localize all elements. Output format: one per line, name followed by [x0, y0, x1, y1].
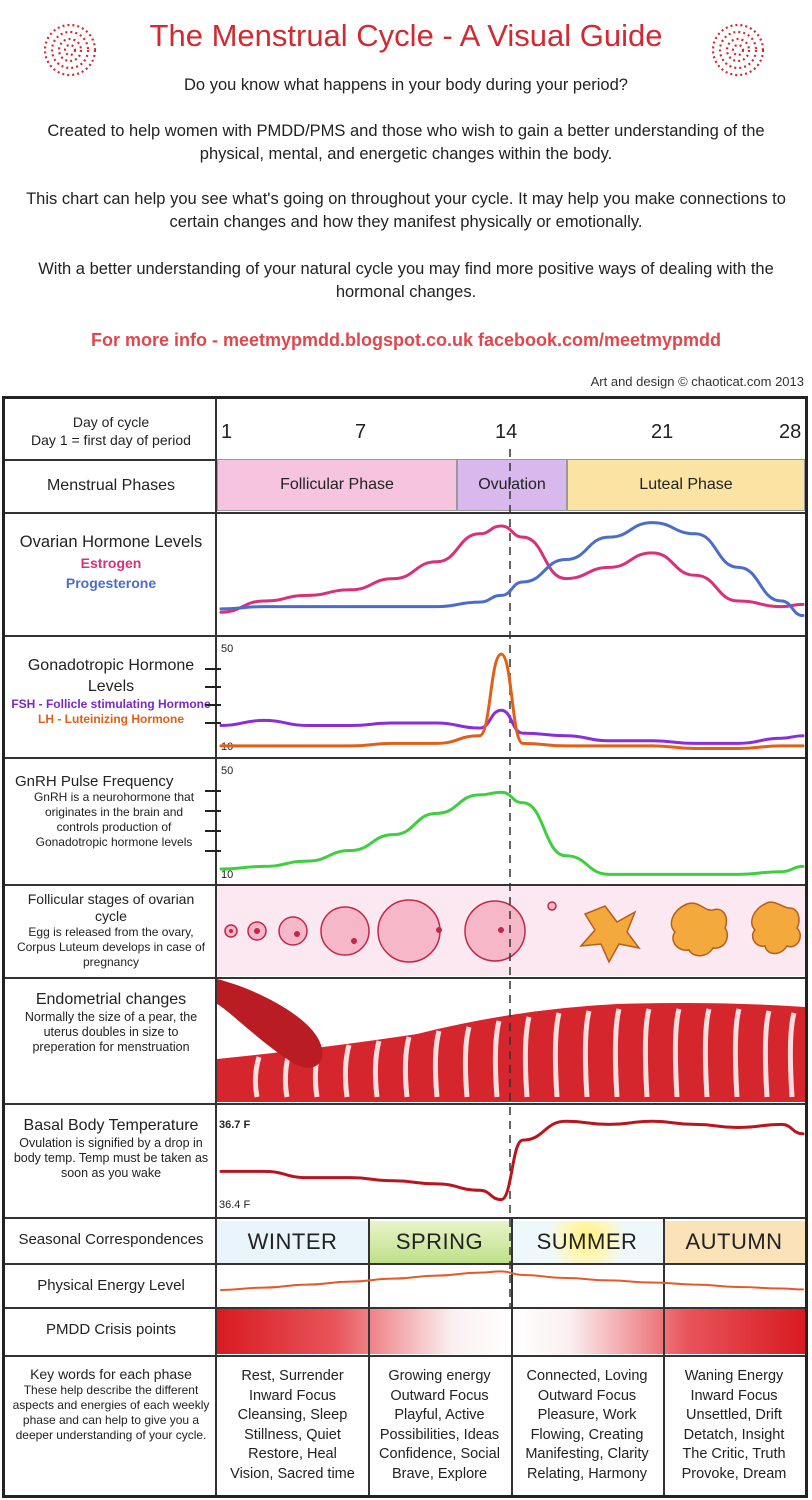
keyword: Growing energy — [388, 1368, 491, 1384]
keyword: Provoke, Dream — [681, 1465, 787, 1482]
gonado-axis-max: 50 — [221, 643, 234, 655]
keyword: Pleasure, Work — [537, 1407, 637, 1423]
keyword: Rest, Surrender — [241, 1368, 344, 1384]
menstrual-phases-label: Menstrual Phases — [46, 477, 176, 494]
bbt-axis-min: 36.4 F — [219, 1199, 251, 1211]
season-summer: SUMMER — [511, 1221, 663, 1263]
keyword: Outward Focus — [537, 1387, 637, 1404]
keyword: Connected, Loving — [526, 1368, 648, 1384]
header — [0, 0, 812, 400]
keyword: Stillness, Quiet — [244, 1426, 341, 1443]
intro-question: Do you know what happens in your body during your period? — [184, 76, 628, 94]
series-line-lh — [221, 654, 803, 748]
day-tick: 21 — [651, 421, 674, 443]
ovulation-phase: Ovulation — [457, 459, 567, 511]
day-tick: 28 — [779, 421, 802, 443]
follicular-description: Egg is released from the ovary, Corpus Luteum develops in case of pregnancy — [16, 925, 206, 969]
keyword: Restore, Heal — [248, 1446, 337, 1462]
bbt-description: Ovulation is signified by a drop in body temp. Temp must be taken as soon as you wake — [13, 1136, 209, 1180]
estrogen-legend: Estrogen — [80, 555, 142, 571]
energy-label: Physical Energy Level — [37, 1277, 185, 1294]
keyword: Playful, Active — [394, 1407, 485, 1423]
series-line-basal-body-temperature — [221, 1121, 803, 1199]
luteal-phase: Luteal Phase — [567, 459, 805, 511]
gnrh-title: GnRH Pulse Frequency — [15, 773, 174, 790]
hormone-curves — [5, 399, 805, 1495]
keyword: Waning Energy — [684, 1368, 784, 1384]
keyword: Brave, Explore — [391, 1465, 488, 1482]
season-winter: WINTER — [217, 1221, 368, 1263]
series-line-gnrh — [221, 792, 803, 874]
series-line-progesterone — [221, 523, 803, 616]
intro-paragraph-1: Created to help women with PMDD/PMS and those who wish to gain a better understanding of the physical, mental, and energetic changes within the body. — [47, 122, 765, 163]
page-title: The Menstrual Cycle - A Visual Guide — [149, 18, 663, 53]
day-label-note: Day 1 = first day of period — [31, 432, 191, 448]
ovarian-title: Ovarian Hormone Levels — [19, 533, 203, 551]
keyword: Cleansing, Sleep — [237, 1407, 348, 1423]
progesterone-legend: Progesterone — [65, 575, 157, 591]
gonado-axis-min: 10 — [221, 741, 234, 753]
keyword: Manifesting, Clarity — [525, 1446, 649, 1462]
keyword: Relating, Harmony — [526, 1465, 648, 1482]
gnrh-description: GnRH is a neurohormone that originates in the brain and controls production of Gonadotropic hormone levels — [33, 790, 195, 849]
follicular-title: Follicular stages of ovarian cycle — [27, 891, 195, 924]
cycle-chart — [2, 396, 808, 1498]
gnrh-axis-min: 10 — [221, 869, 234, 881]
endometrial-description: Normally the size of a pear, the uterus doubles in size to preperation for menstruation — [24, 1010, 198, 1054]
follicular-phase: Follicular Phase — [217, 459, 457, 511]
credit-text: Art and design © chaoticat.com 2013 — [590, 374, 804, 389]
keyword: Inward Focus — [690, 1387, 778, 1404]
keyword: Unsettled, Drift — [686, 1407, 782, 1423]
day-label-title: Day of cycle — [72, 414, 150, 430]
day-tick: 7 — [355, 421, 367, 443]
bbt-axis-max: 36.7 F — [219, 1119, 251, 1131]
series-line-fsh — [221, 710, 803, 743]
bbt-title: Basal Body Temperature — [23, 1117, 199, 1134]
lh-legend: LH - Luteinizing Hormone — [38, 712, 184, 726]
day-tick: 14 — [495, 421, 518, 443]
fsh-legend: FSH - Follicle stimulating Hormone — [11, 697, 211, 711]
info-links[interactable]: For more info - meetmypmdd.blogspot.co.uk facebook.com/meetmypmdd — [90, 330, 722, 350]
gnrh-axis-max: 50 — [221, 765, 234, 777]
keyword: The Critic, Truth — [682, 1446, 786, 1462]
intro-paragraph-2: This chart can help you see what's going on throughout your cycle. It may help you make connections to certain changes and how they manifest physically or emotionally. — [26, 190, 786, 231]
intro-paragraph-3: With a better understanding of your natural cycle you may find more positive ways of dealing with the hormonal changes. — [38, 260, 774, 301]
gonadotropic-title: Gonadotropic Hormone Levels — [27, 657, 195, 695]
keyword: Inward Focus — [248, 1387, 337, 1404]
pmdd-label: PMDD Crisis points — [45, 1321, 177, 1338]
seasonal-label: Seasonal Correspondences — [18, 1231, 204, 1248]
day-tick: 1 — [221, 421, 233, 443]
endometrial-title: Endometrial changes — [35, 991, 187, 1008]
season-autumn: AUTUMN — [663, 1221, 805, 1263]
keyword: Outward Focus — [390, 1387, 489, 1404]
keyword: Flowing, Creating — [530, 1426, 644, 1443]
keyword: Vision, Sacred time — [230, 1465, 355, 1482]
keywords-description: These help describe the different aspects and energies of each weekly phase and can help to give you a deeper understanding of your cycle. — [12, 1383, 210, 1442]
keywords-title: Key words for each phase — [30, 1366, 192, 1382]
season-spring: SPRING — [368, 1221, 511, 1263]
keyword: Confidence, Social — [379, 1446, 500, 1462]
series-line-estrogen — [221, 526, 803, 612]
keyword: Possibilities, Ideas — [379, 1426, 500, 1443]
keyword: Detatch, Insight — [683, 1426, 785, 1443]
gonado-axis-ticks — [205, 669, 221, 851]
series-line-physical-energy-level — [221, 1271, 803, 1290]
